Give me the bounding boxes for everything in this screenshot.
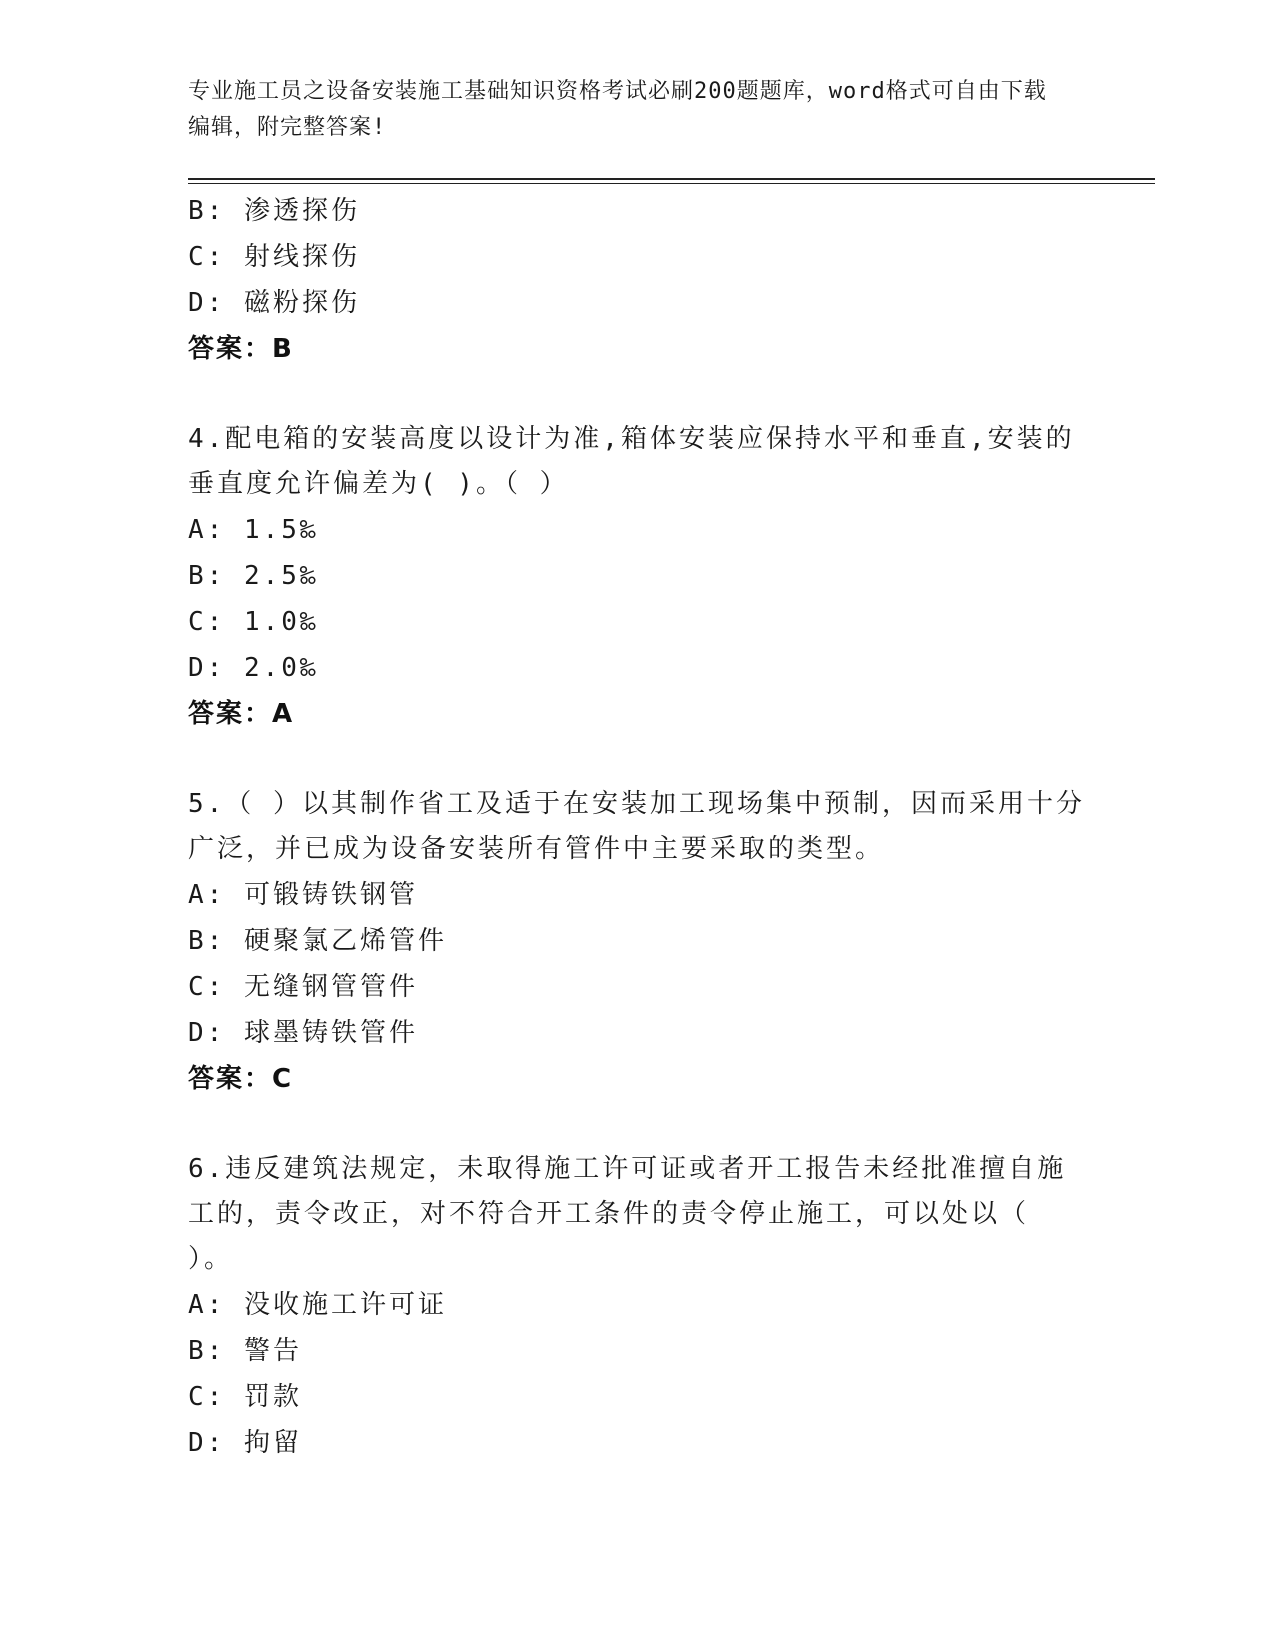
spacer	[188, 372, 1088, 417]
option-b: B: 2.5‰	[188, 561, 319, 591]
header-divider-thick	[188, 178, 1155, 180]
question-list	[188, 188, 1088, 1466]
answer-line: 答案：A	[188, 699, 295, 729]
option-a: A: 没收施工许可证	[188, 1290, 447, 1320]
option-b: B: 硬聚氯乙烯管件	[188, 926, 447, 956]
option-b: B: 警告	[188, 1336, 302, 1366]
question-stem: 5.（ ）以其制作省工及适于在安装加工现场集中预制，因而采用十分广泛，并已成为设备安装所有管件中主要采取的类型。	[188, 789, 1085, 864]
option-d: D: 2.0‰	[188, 653, 319, 683]
question-5	[188, 782, 1088, 1102]
question-stem: 6.违反建筑法规定，未取得施工许可证或者开工报告未经批准擅自施工的，责令改正，对不符合开工条件的责令停止施工，可以处以（ ）。	[188, 1154, 1067, 1274]
option-c: C: 射线探伤	[188, 242, 360, 272]
question-4	[188, 417, 1088, 737]
option-c: C: 无缝钢管管件	[188, 972, 418, 1002]
answer-line: 答案：C	[188, 1064, 294, 1094]
answer-line: 答案：B	[188, 334, 294, 364]
spacer	[188, 737, 1088, 782]
option-b: B: 渗透探伤	[188, 196, 360, 226]
question-6	[188, 1147, 1088, 1466]
option-d: D: 球墨铸铁管件	[188, 1018, 418, 1048]
option-c: C: 1.0‰	[188, 607, 319, 637]
question-stem: 4.配电箱的安装高度以设计为准,箱体安装应保持水平和垂直,安装的垂直度允许偏差为( )。（ ）	[188, 424, 1075, 499]
question-3	[188, 188, 1088, 372]
spacer	[188, 1102, 1088, 1147]
option-a: A: 可锻铸铁钢管	[188, 880, 418, 910]
option-c: C: 罚款	[188, 1382, 302, 1412]
header-divider-thin	[188, 183, 1155, 184]
option-d: D: 拘留	[188, 1428, 302, 1458]
document-header: 专业施工员之设备安装施工基础知识资格考试必刷200题题库，word格式可自由下载编辑，附完整答案!	[188, 79, 1047, 140]
option-a: A: 1.5‰	[188, 515, 319, 545]
option-d: D: 磁粉探伤	[188, 288, 360, 318]
